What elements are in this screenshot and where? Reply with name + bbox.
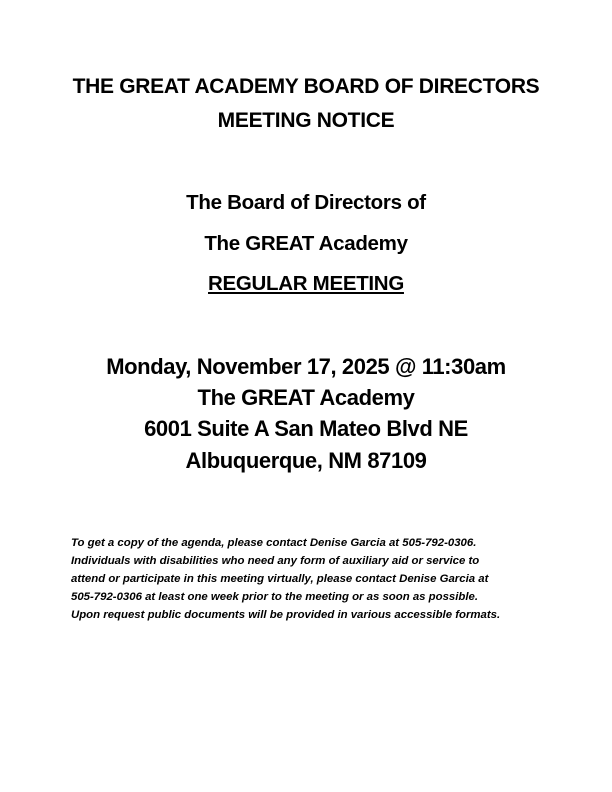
accessibility-notice	[71, 534, 551, 624]
board-intro-line-2: The GREAT Academy	[204, 232, 408, 255]
notice-line: Upon request public documents will be provided in various accessible formats.	[71, 609, 501, 621]
notice-line: To get a copy of the agenda, please contact Denise Garcia at 505-792-0306.	[71, 537, 477, 549]
notice-line: 505-792-0306 at least one week prior to the meeting or as soon as possible.	[71, 591, 479, 603]
meeting-venue: The GREAT Academy	[197, 385, 415, 410]
board-intro-line-1: The Board of Directors of	[186, 191, 426, 214]
meeting-type: REGULAR MEETING	[208, 272, 404, 295]
notice-title-line-2: MEETING NOTICE	[217, 109, 395, 132]
notice-title-line-1: THE GREAT ACADEMY BOARD OF DIRECTORS	[72, 75, 540, 98]
notice-line: attend or participate in this meeting virtually, please contact Denise Garcia at	[71, 573, 489, 585]
notice-line: Individuals with disabilities who need any form of auxiliary aid or service to	[71, 555, 480, 567]
meeting-address-line-1: 6001 Suite A San Mateo Blvd NE	[144, 416, 468, 441]
meeting-datetime: Monday, November 17, 2025 @ 11:30am	[106, 354, 506, 379]
meeting-address-line-2: Albuquerque, NM 87109	[185, 448, 427, 473]
